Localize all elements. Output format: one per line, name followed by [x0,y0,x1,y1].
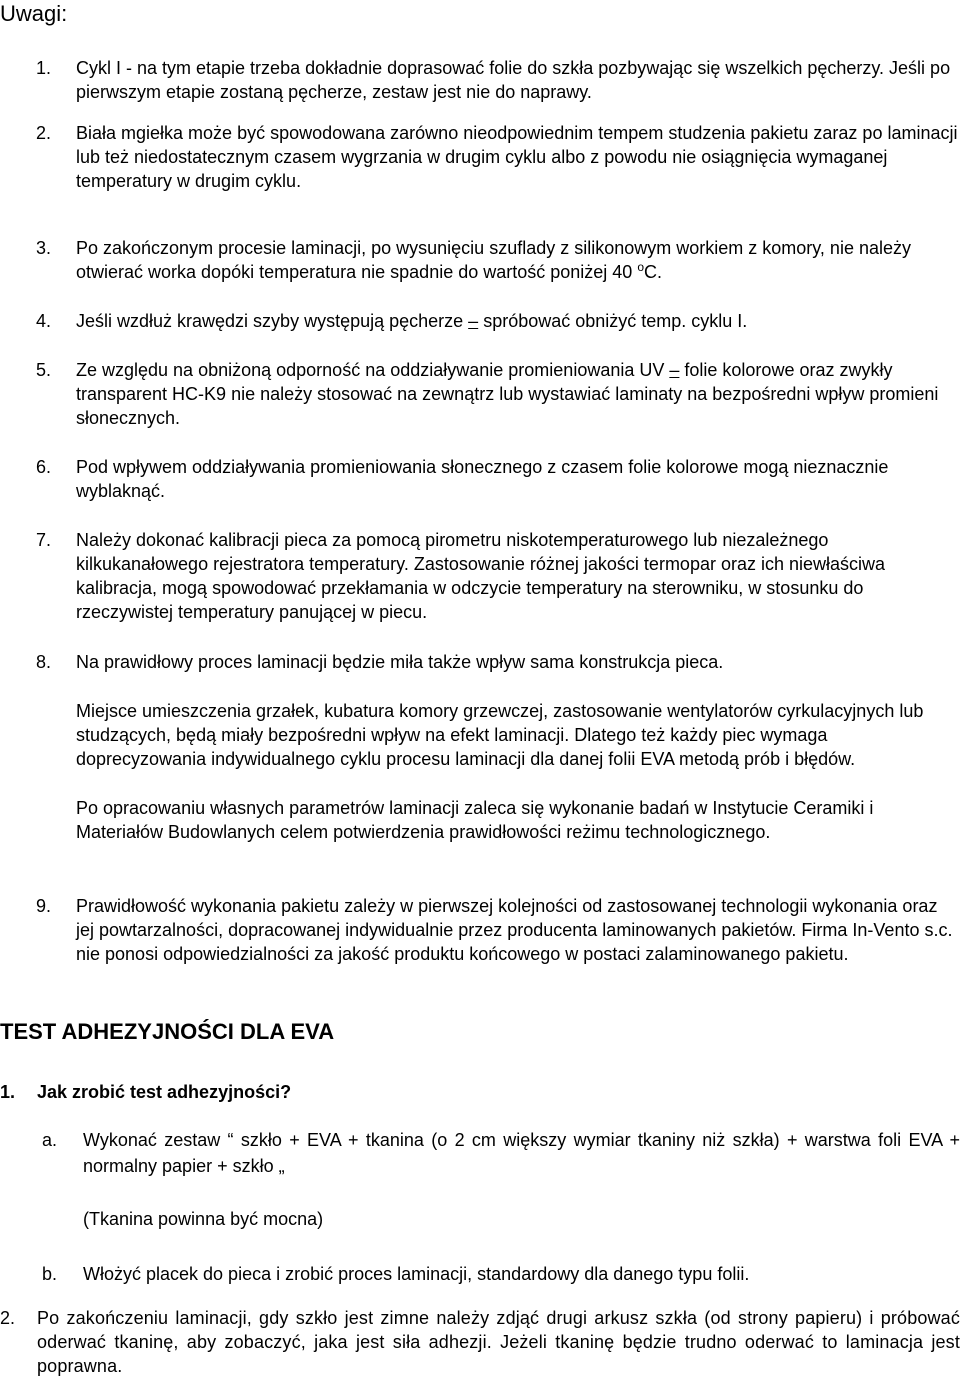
note-item-8 [36,650,960,674]
note-text: Prawidłowość wykonania pakietu zależy w pierwszej kolejności od zastosowanej technologii wykonania oraz jej powtarzalności, dopracowanej indywidualnie przez producenta laminowanych pakietów. Firma In-Vento s.c. nie ponosi odpowiedzialności za jakość produktu końcowego w postaci zalaminowanego pakietu. [76,896,953,964]
note-text [76,309,960,333]
question-text: Jak zrobić test adhezyjności? [37,1082,292,1102]
step-b [42,1261,960,1287]
note-item-3 [36,236,960,284]
note-text-part: spróbować obniżyć temp. cyklu I. [478,311,748,331]
note-text-part: Ze względu na obniżoną odporność na oddziaływanie promieniowania UV [76,360,670,380]
note-item-1 [36,56,960,104]
step-letter: b. [42,1264,58,1284]
question-2 [0,1306,960,1378]
note-item-5 [36,358,960,430]
page-title: Uwagi: [0,1,68,26]
note-text [76,236,960,284]
note-number: 2. [36,123,52,143]
underlined-dash: – [669,360,680,380]
note-text [76,358,960,430]
step-text: Wykonać zestaw “ szkło + EVA + tkanina (o 2 cm większy wymiar tkaniny niż szkła) + warstwa foli EVA + normalny papier + szkło „ [83,1130,960,1176]
note-number: 8. [36,652,52,672]
underlined-dash: – [468,311,479,331]
note-number: 1. [36,58,52,78]
note-text: Na prawidłowy proces laminacji będzie miła także wpływ sama konstrukcja pieca. [76,652,724,672]
note-item-9 [36,894,960,966]
note-item-2 [36,121,960,193]
section-title: TEST ADHEZYJNOŚCI DLA EVA [0,1019,335,1044]
step-a-note: (Tkanina powinna być mocna) [83,1209,324,1229]
note-text-part: Jeśli wzdłuż krawędzi szyby występują pęcherze [76,311,469,331]
note-number: 3. [36,238,52,258]
note-number: 7. [36,530,52,550]
note-item-6 [36,455,960,503]
note-text: Należy dokonać kalibracji pieca za pomocą pirometru niskotemperaturowego lub niezależnego kilkukanałowego rejestratora temperatury. Zastosowanie różnej jakości termopar oraz ich niewłaściwa kalibracja, mogą spowodować przekłamania w odczycie temperatury na sterowniku, w stosunku do rzeczywistej temperatury panującej w piecu. [76,530,886,622]
note-number: 4. [36,311,52,331]
note-number: 9. [36,896,52,916]
note-text: Cykl I - na tym etapie trzeba dokładnie doprasować folie do szkła pozbywając się wszelkich pęcherzy. Jeśli po pierwszym etapie zostaną pęcherze, zestaw jest nie do naprawy. [76,58,951,102]
note-number: 5. [36,360,52,380]
note-text: Pod wpływem oddziaływania promieniowania słonecznego z czasem folie kolorowe mogą nieznacznie wyblaknąć. [76,457,889,501]
note-text-main: Po zakończonym procesie laminacji, po wysunięciu szuflady z silikonowym workiem z komory, nie należy otwierać worka dopóki temperatura nie spadnie do wartość poniżej 40 [76,238,911,282]
note-8-paragraph: Miejsce umieszczenia grzałek, kubatura komory grzewczej, zastosowanie wentylatorów cyrkulacyjnych lub studzących, będą miały bezpośredni wpływ na efekt laminacji. Dlatego też każdy piec wymaga doprecyzowania indywidualnego cyklu procesu laminacji dla danej folii EVA metodą prób i błędów. [76,701,924,769]
question-number: 1. [0,1082,16,1102]
question-1 [0,1080,291,1104]
note-item-7 [36,528,960,624]
degree-superscript: o [637,260,645,274]
question-number: 2. [0,1308,16,1328]
note-number: 6. [36,457,52,477]
note-8-paragraph: Po opracowaniu własnych parametrów laminacji zaleca się wykonanie badań w Instytucie Ceramiki i Materiałów Budowlanych celem potwierdzenia prawidłowości reżimu technologicznego. [76,798,874,842]
note-item-4 [36,309,960,333]
step-text: Włożyć placek do pieca i zrobić proces laminacji, standardowy dla danego typu folii. [83,1264,750,1284]
step-a [42,1127,960,1179]
note-text-part: folie kolorowe oraz zwykły transparent HC-K9 nie należy stosować na zewnątrz lub wystawiać laminaty na bezpośredni wpływ promieni słonecznych. [76,360,939,428]
note-text: Biała mgiełka może być spowodowana zarówno nieodpowiednim tempem studzenia pakietu zaraz po laminacji lub też niedostatecznym czasem wygrzania w drugim cyklu albo z powodu nie osiągnięcia wymaganej temperatury w drugim cyklu. [76,123,958,191]
step-letter: a. [42,1130,58,1150]
question-text: Po zakończeniu laminacji, gdy szkło jest zimne należy zdjąć drugi arkusz szkła (od strony papieru) i próbować oderwać tkaninę, aby zobaczyć, jaka jest siła adhezji. Jeżeli tkaninę będzie trudno oderwać to laminacja jest poprawna. [37,1308,960,1376]
note-text-unit: C. [644,262,663,282]
